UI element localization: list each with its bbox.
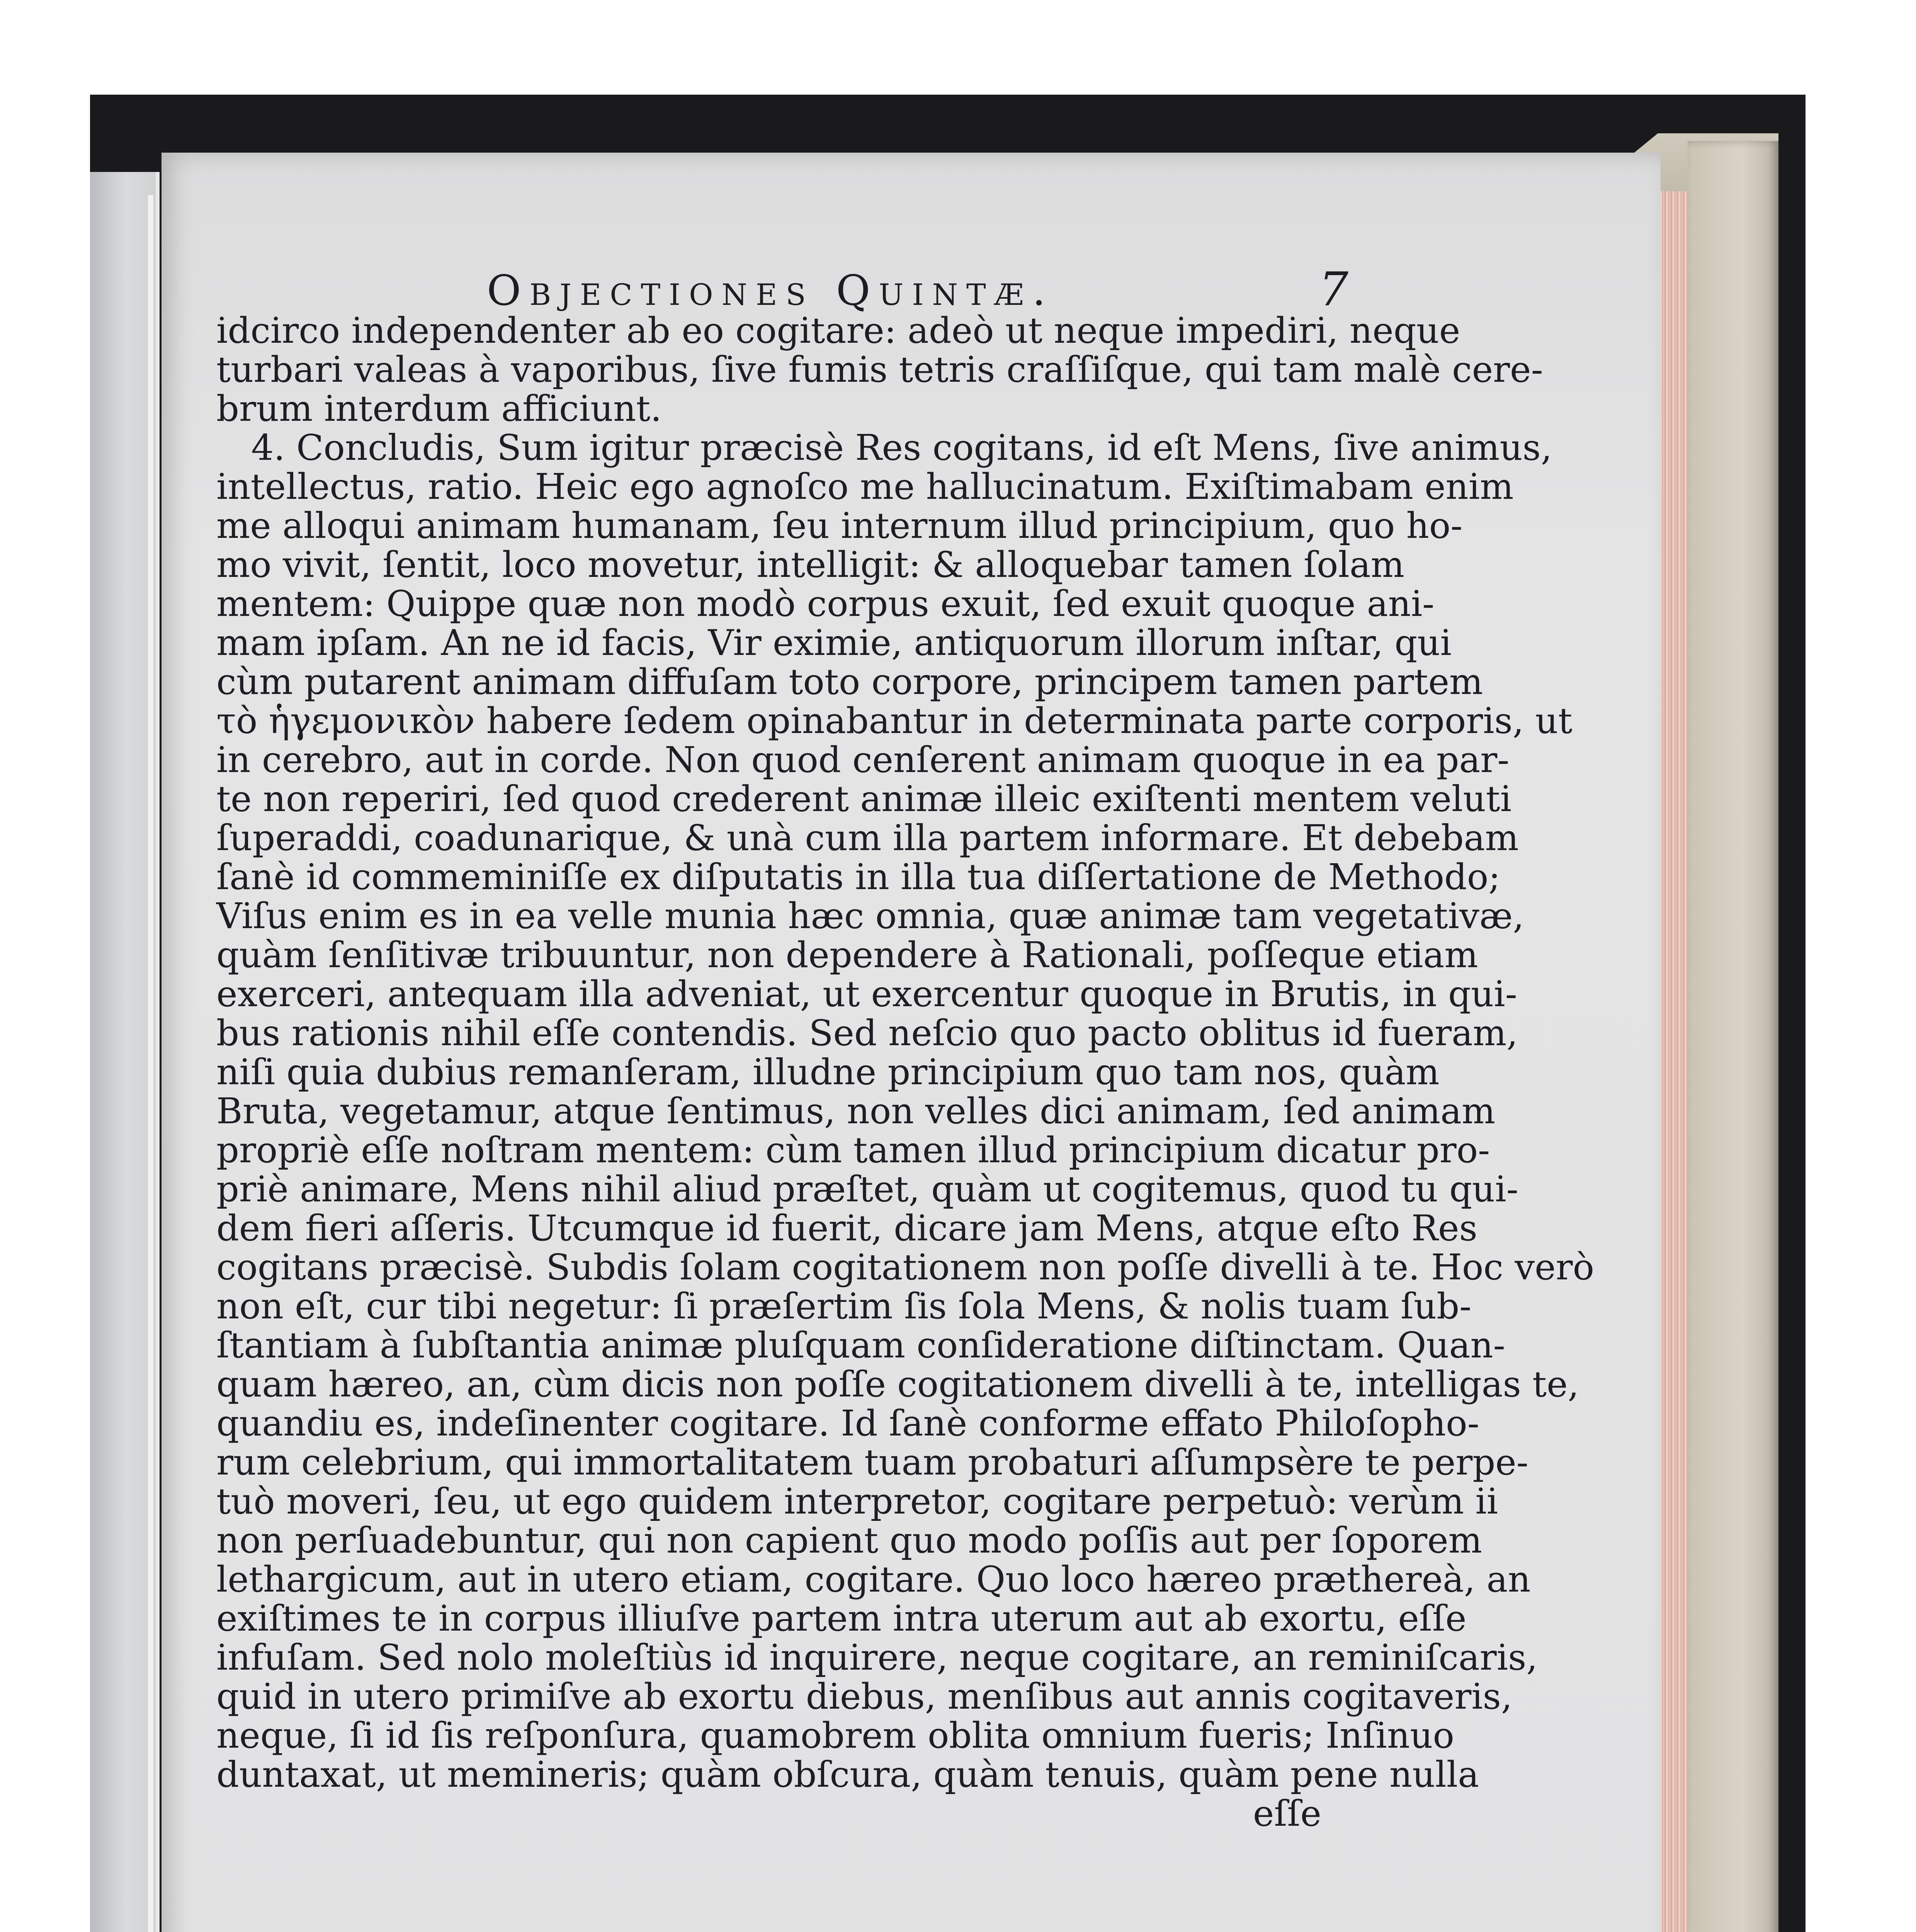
text-line: cùm putarent animam diffuſam toto corpore, principem tamen partem	[216, 661, 1483, 702]
text-line: 4. Concludis, Sum igitur præcisè Res cogitans, id eſt Mens, ſive animus,	[251, 427, 1552, 468]
text-line: idcirco independenter ab eo cogitare: adeò ut neque impediri, neque	[216, 310, 1460, 351]
text-line: infuſam. Sed nolo moleſtiùs id inquirere, neque cogitare, an reminiſcaris,	[216, 1637, 1538, 1678]
page-number: 7	[1319, 263, 1348, 316]
cover-board	[1688, 141, 1778, 1932]
text-line: priè animare, Mens nihil aliud præſtet, quàm ut cogitemus, quod tu qui-	[216, 1168, 1518, 1210]
text-line: propriè eſſe noſtram mentem: cùm tamen illud principium dicatur pro-	[216, 1129, 1490, 1171]
text-line: quàm ſenſitivæ tribuuntur, non dependere à Rationali, poſſeque etiam	[216, 934, 1478, 976]
text-line: τὸ ἡγεμονικὸν habere ſedem opinabantur in determinata parte corporis, ut	[216, 700, 1573, 742]
text-line: Bruta, vegetamur, atque ſentimus, non velles dici animam, ſed animam	[216, 1090, 1496, 1132]
text-line: in cerebro, aut in corde. Non quod cenſerent animam quoque in ea par-	[216, 739, 1510, 781]
text-line: turbari valeas à vaporibus, ſive fumis tetris craſſiſque, qui tam malè cere-	[216, 349, 1543, 390]
text-line: mo vivit, ſentit, loco movetur, intelligit: & alloquebar tamen ſolam	[216, 544, 1404, 585]
text-line: duntaxat, ut memineris; quàm obſcura, quàm tenuis, quàm pene nulla	[216, 1754, 1479, 1795]
running-title: Objectiones Quintæ.	[487, 267, 1054, 315]
text-line: mentem: Quippe quæ non modò corpus exuit, ſed exuit quoque ani-	[216, 583, 1435, 624]
text-line: me alloqui animam humanam, ſeu internum illud principium, quo ho-	[216, 505, 1463, 546]
text-line: quandiu es, indeſinenter cogitare. Id ſanè conforme effato Philoſopho-	[216, 1403, 1479, 1444]
text-line: cogitans præcisè. Subdis ſolam cogitationem non poſſe divelli à te. Hoc verò	[216, 1247, 1594, 1288]
text-line: exiſtimes te in corpus illiuſve partem intra uterum aut ab exortu, eſſe	[216, 1598, 1467, 1639]
text-line: bus rationis nihil eſſe contendis. Sed neſcio quo pacto oblitus id fueram,	[216, 1012, 1518, 1054]
text-line: quam hæreo, an, cùm dicis non poſſe cogitationem divelli à te, intelligas te,	[216, 1364, 1579, 1405]
text-line: intellectus, ratio. Heic ego agnoſco me hallucinatum. Exiſtimabam enim	[216, 466, 1514, 507]
text-line: non perſuadebuntur, qui non capient quo modo poſſis aut per ſoporem	[216, 1520, 1482, 1561]
text-line: lethargicum, aut in utero etiam, cogitare. Quo loco hæreo præthereà, an	[216, 1559, 1531, 1600]
text-line: non eſt, cur tibi negetur: ſi præſertim ſis ſola Mens, & nolis tuam ſub-	[216, 1286, 1472, 1327]
text-line: exerceri, antequam illa adveniat, ut exercentur quoque in Brutis, in qui-	[216, 973, 1517, 1015]
text-line: ſuperaddi, coadunarique, & unà cum illa partem informare. Et debebam	[216, 817, 1519, 859]
text-line: quid in utero primiſve ab exortu diebus, menſibus aut annis cogitaveris,	[216, 1676, 1513, 1717]
text-line: ſanè id commeminiſſe ex diſputatis in illa tua diſſertatione de Methodo;	[216, 856, 1501, 898]
text-line: te non reperiri, ſed quod crederent animæ illeic exiſtenti mentem veluti	[216, 778, 1512, 820]
text-line: Viſus enim es in ea velle munia hæc omnia, quæ animæ tam vegetativæ,	[216, 895, 1524, 937]
text-line: ſtantiam à ſubſtantia animæ pluſquam conſideratione diſtinctam. Quan-	[216, 1325, 1505, 1366]
catchword: eſſe	[1253, 1793, 1321, 1834]
body-text	[216, 310, 1594, 1834]
text-line: niſi quia dubius remanſeram, illudne principium quo tam nos, quàm	[216, 1051, 1440, 1093]
text-line: tuò moveri, ſeu, ut ego quidem interpretor, cogitare perpetuò: verùm ii	[216, 1481, 1498, 1522]
left-page-edge	[148, 195, 153, 1932]
text-line: neque, ſi id ſis reſponſura, quamobrem oblita omnium fueris; Inſinuo	[216, 1715, 1454, 1756]
text-line: brum interdum afficiunt.	[216, 388, 662, 429]
text-line: dem fieri aſſeris. Utcumque id fuerit, dicare jam Mens, atque eſto Res	[216, 1208, 1477, 1249]
text-line: mam ipſam. An ne id facis, Vir eximie, antiquorum illorum inſtar, qui	[216, 622, 1452, 663]
text-line: rum celebrium, qui immortalitatem tuam probaturi aſſumpsère te perpe-	[216, 1442, 1528, 1483]
